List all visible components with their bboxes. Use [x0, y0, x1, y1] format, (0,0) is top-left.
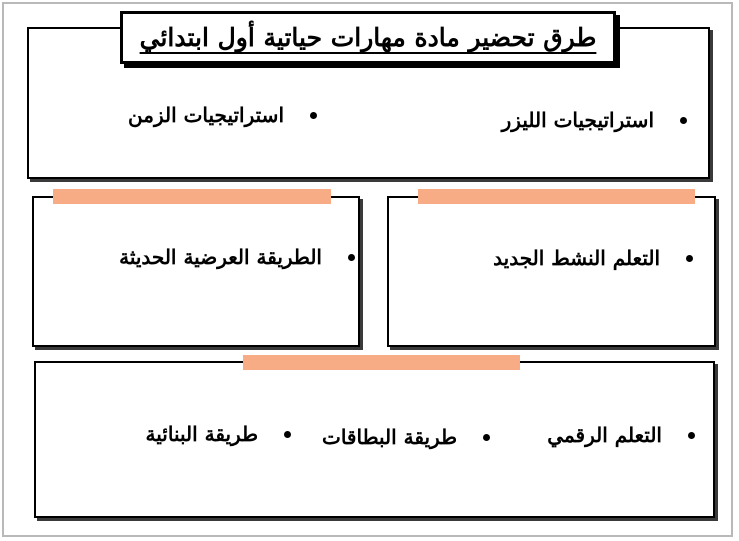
top-item-1 [502, 108, 687, 132]
bullet-icon [348, 254, 355, 261]
bottom-item-2-label: طريقة البطاقات [322, 425, 457, 449]
middle-right-accent-bar [418, 189, 695, 204]
middle-right-item-1-label: التعلم النشط الجديد [493, 246, 660, 270]
top-item-2-label: استراتيجيات الزمن [128, 103, 284, 127]
bottom-item-2 [322, 425, 490, 449]
middle-right-item-1 [493, 246, 693, 270]
title-box [120, 11, 616, 64]
bullet-icon [310, 112, 317, 119]
bullet-icon [688, 432, 695, 439]
bottom-item-3-label: طريقة البنائية [145, 422, 258, 446]
bottom-item-1-label: التعلم الرقمي [547, 423, 662, 447]
top-item-2 [128, 103, 317, 127]
bottom-item-3 [146, 422, 291, 446]
bottom-item-1 [547, 423, 695, 447]
middle-left-accent-bar [53, 189, 331, 204]
middle-left-item-1 [119, 245, 355, 269]
bullet-icon [686, 255, 693, 262]
top-item-1-label: استراتيجيات الليزر [501, 108, 654, 132]
page-title: طرق تحضير مادة مهارات حياتية أول ابتدائي [139, 23, 597, 52]
bullet-icon [483, 434, 490, 441]
middle-left-box [32, 196, 360, 347]
middle-right-box [387, 196, 716, 347]
middle-left-item-1-label: الطريقة العرضية الحديثة [119, 245, 322, 269]
bottom-accent-bar [243, 355, 520, 370]
bullet-icon [284, 431, 291, 438]
bullet-icon [680, 117, 687, 124]
